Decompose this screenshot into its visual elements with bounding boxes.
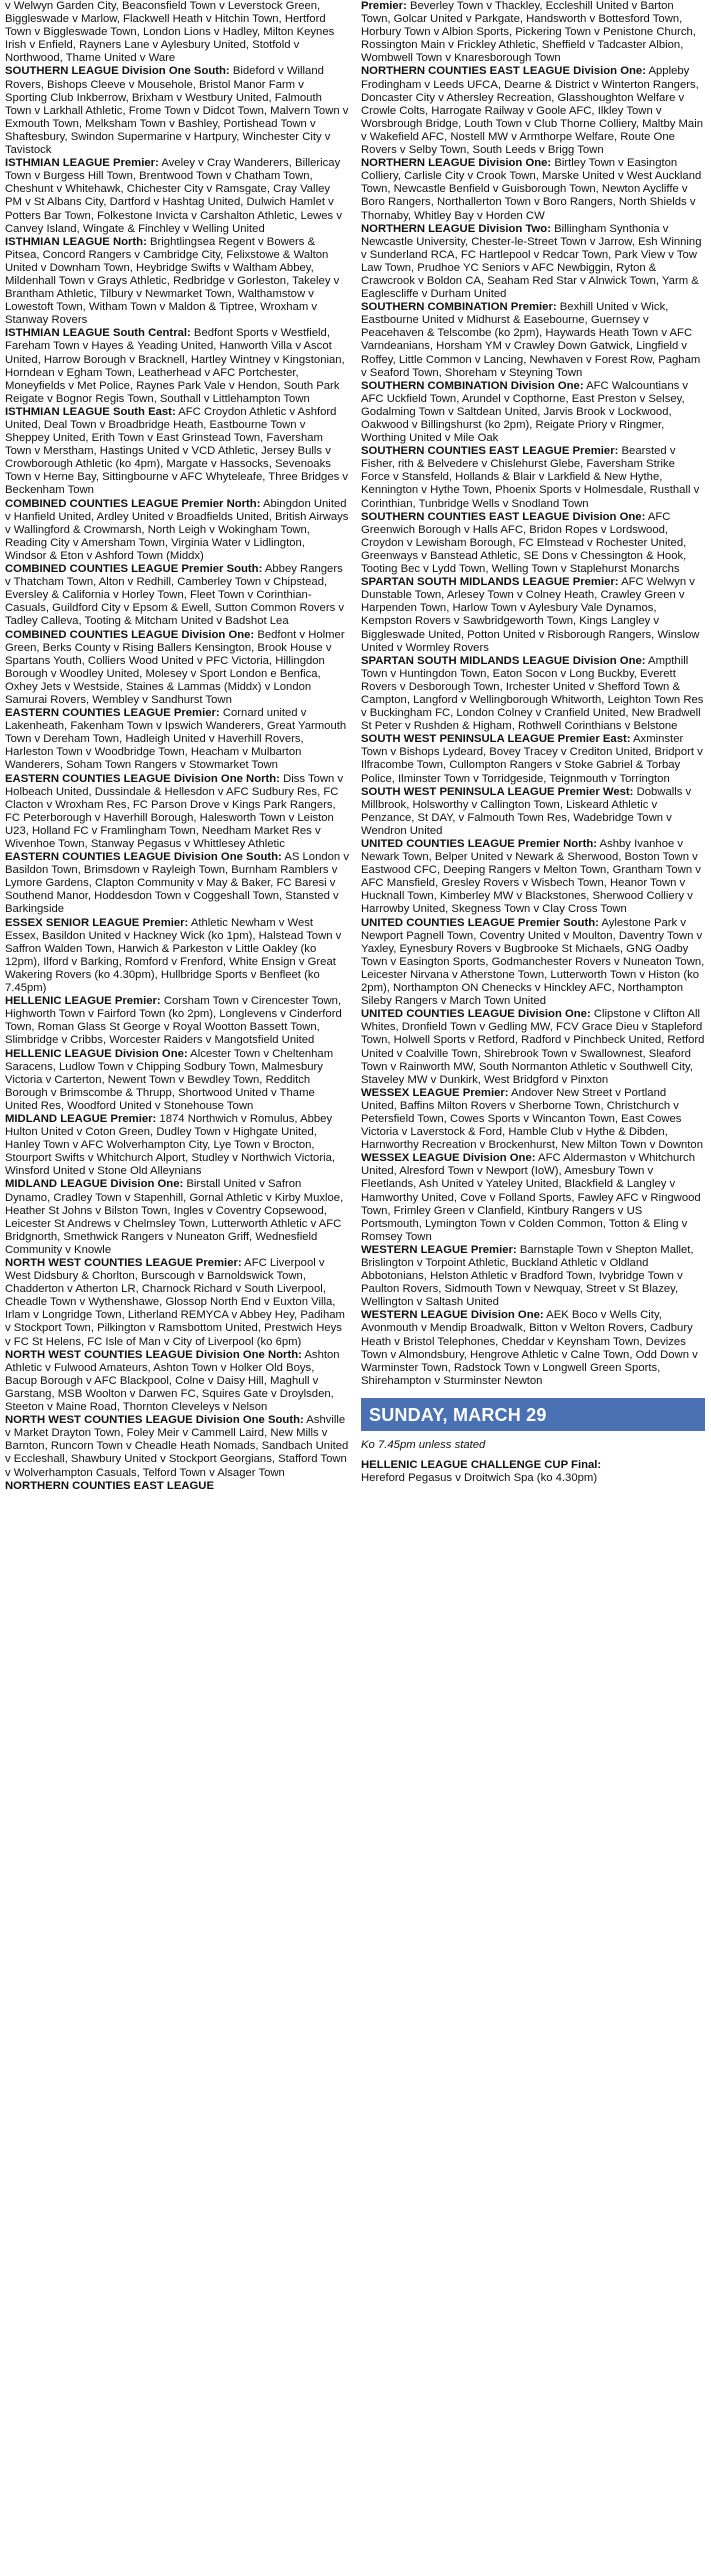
fixtures-columns: [5, 0, 705, 2560]
league-heading: WESSEX LEAGUE Division One:: [361, 1152, 536, 1165]
cup-title: HELLENIC LEAGUE CHALLENGE CUP Final:: [361, 1459, 602, 1472]
left-column: [5, 0, 349, 2560]
cup-final: [361, 1459, 705, 1485]
fixture-list: Brightlingsea Regent v Bowers & Pitsea, Concord Rangers v Cambridge City, Felixstowe & Walton United v Downham Town, Heybridge Swifts v Waltham Abbey, Mildenhall Town v Grays Athletic, Redbridge v Gorleston, Takeley v Brantham Athletic, Tilbury v Newmarket Town, Walthamstow v Lowestoft Town, Witham Town v Maldon & Tiptree, Wroxham v Stanway Rovers: [5, 235, 340, 327]
fixture-list: Abingdon United v Hanfield United, Ardley United v Broadfields United, British Airways v Wallingford & Crowmarsh, North Leigh v Wokingham Town, Reading City v Amersham Town, Virginia Water v Lidlington, Windsor & Eton v Ashford Town (Middx): [5, 497, 349, 562]
league-heading: WESSEX LEAGUE Premier:: [361, 1086, 509, 1099]
league-heading: COMBINED COUNTIES LEAGUE Division One:: [5, 628, 255, 641]
league-heading: EASTERN COUNTIES LEAGUE Division One North:: [5, 772, 280, 785]
league-heading: SOUTHERN COUNTIES EAST LEAGUE Premier:: [361, 445, 619, 458]
fixture-list: AFC Greenwich Borough v Halls AFC, Bridon Ropes v Lordswood, Croydon v Lewisham Borough, FC Elmstead v Rochester United, Greenways v Banstead Athletic, SE Dons v Chessington & Hook, Tooting Bec v Lydd Town, Welling Town v Staplehurst Monarchs: [361, 510, 687, 576]
league-heading: NORTH WEST COUNTIES LEAGUE Premier:: [5, 1257, 242, 1269]
fixture-list: Ashby Ivanhoe v Newark Town, Belper United v Newark & Sherwood, Boston Town v Eastwood CFC, Deeping Rangers v Melton Town, Grantham Town v AFC Mansfield, Gresley Rovers v Wisbech Town, Heanor Town v Hucknall Town, Kimberley MW v Blackstones, Sherwood Colliery v Harrowby United, Skegness Town v Clay Cross Town: [361, 838, 701, 916]
league-fixtures: [5, 327, 349, 406]
league-fixtures: [5, 563, 349, 628]
fixture-list: AFC Walcountians v AFC Uckfield Town, Arundel v Copthorne, East Preston v Selsey, Godalming Town v Saltdean United, Jarvis Brook v Lockwood, Oakwood v Billingshurst (ko 2pm), Reigate Priory v Ringmer, Worthing United v Mile Oak: [361, 379, 689, 445]
fixture-list: Billingham Synthonia v Newcastle University, Chester-le-Street Town v Jarrow, Esh Winning v Sunderland RCA, FC Hartlepool v Redcar Town, Park View v Tow Law Town, Prudhoe YC Seniors v AFC Newbiggin, Ryton & Crawcrook v Boldon CA, Seaham Red Star v Alnwick Town, Yarm & Eaglescliffe v Durham United: [361, 222, 702, 301]
league-fixtures: [361, 380, 705, 445]
fixture-list: AS London v Basildon Town, Brimsdown v Rayleigh Town, Burnham Ramblers v Lymore Gardens, Clapton Community v May & Baker, FC Baresi v Southend Manor, Hoddesdon Town v Coggeshall Town, Stansted v Barkingside: [5, 851, 349, 916]
league-heading: UNITED COUNTIES LEAGUE Division One:: [361, 1008, 591, 1021]
league-fixtures: [5, 707, 349, 772]
league-fixtures: [5, 1048, 349, 1113]
league-fixtures: [361, 223, 705, 302]
league-heading: SOUTH WEST PENINSULA LEAGUE Premier West:: [361, 785, 634, 798]
league-fixtures: [361, 1309, 705, 1388]
league-fixtures: [361, 511, 705, 576]
fixture-list: Bedfont v Holmer Green, Berks County v Rising Ballers Kensington, Brook House v Spartans Youth, Colliers Wood United v PFC Victoria, Hillingdon Borough v Woodley United, Molesey v Sport London e Benfica, Oxhey Jets v Westside, Staines & Lammas (Middx) v London Samurai Rovers, Wembley v Sandhurst Town: [5, 628, 345, 706]
fixture-list: Beverley Town v Thackley, Eccleshill United v Barton Town, Golcar United v Parkgate, Handsworth v Bottesford Town, Horbury Town v Albion Sports, Pickering Town v Penistone Church, Rossington Main v Frickley Athletic, Sheffield v Tadcaster Albion, Wombwell Town v Knaresborough Town: [361, 0, 696, 65]
league-heading: ISTHMIAN LEAGUE Premier:: [5, 157, 159, 170]
league-heading: WESTERN LEAGUE Division One:: [361, 1309, 544, 1322]
league-fixtures: [361, 838, 705, 917]
league-fixtures: [361, 1244, 705, 1309]
kickoff-note: Ko 7.45pm unless stated: [361, 1438, 486, 1451]
league-fixtures: [5, 629, 349, 708]
league-heading: EASTERN COUNTIES LEAGUE Division One South:: [5, 851, 282, 864]
league-heading: MIDLAND LEAGUE Premier:: [5, 1112, 157, 1125]
league-heading: COMBINED COUNTIES LEAGUE Premier South:: [5, 563, 263, 576]
league-heading: WESTERN LEAGUE Premier:: [361, 1243, 517, 1256]
league-fixtures: [5, 773, 349, 852]
cup-fixture: Hereford Pegasus v Droitwich Spa (ko 4.30pm): [361, 1472, 598, 1485]
league-fixtures: [5, 498, 349, 563]
league-heading-continued: NORTHERN COUNTIES EAST LEAGUE: [5, 1479, 215, 1492]
league-heading: SOUTH WEST PENINSULA LEAGUE Premier East:: [361, 733, 631, 746]
fixture-list: Ashville v Market Drayton Town, Foley Meir v Cammell Laird, New Mills v Barnton, Runcorn Town v Cheadle Heath Nomads, Sandbach United v Eccleshall, Shawbury United v Stockport Georgians, Stafford Town v Wolverhampton Casuals, Telford Town v Alsager Town: [5, 1414, 349, 1479]
league-fixtures: [361, 445, 705, 510]
fixture-list: Axminster Town v Bishops Lydeard, Bovey Tracey v Crediton United, Bridport v Ilfracombe Town, Cullompton Rangers v Stoke Gabriel & Torbay Police, Ilminster Town v Torridgeside, Teignmouth v Torrington: [361, 733, 703, 785]
league-heading: SOUTHERN COUNTIES EAST LEAGUE Division One:: [361, 510, 646, 523]
fixture-list: AFC Croydon Athletic v Ashford United, Deal Town v Broadbridge Heath, Eastbourne Town v Sheppey United, Erith Town v East Grinstead Town, Faversham Town v Merstham, Hastings United v VCD Athletic, Jersey Bulls v Crowborough Athletic (ko 4pm), Margate v Hassocks, Sevenoaks Town v Herne Bay, Sittingbourne v AFC Whyteleafe, Three Bridges v Beckenham Town: [5, 405, 349, 497]
league-fixtures: [5, 1178, 349, 1257]
league-heading: NORTH WEST COUNTIES LEAGUE Division One North:: [5, 1348, 302, 1361]
fixture-list: Barnstaple Town v Shepton Mallet, Brislington v Torpoint Athletic, Buckland Athletic v Oldland Abbotonians, Helston Athletic v Bradford Town, Ivybridge Town v Paulton Rovers, Sidmouth Town v Newquay, Street v St Blazey, Wellington v Saltash United: [361, 1243, 694, 1309]
league-fixtures: [361, 917, 705, 1009]
league-heading: SPARTAN SOUTH MIDLANDS LEAGUE Division One:: [361, 654, 646, 667]
league-fixtures: [5, 1257, 349, 1349]
fixture-list: Athletic Newham v West Essex, Basildon United v Hackney Wick (ko 1pm), Halstead Town v Saffron Walden Town, Harwich & Parkeston v Little Oakley (ko 12pm), Ilford v Barking, Romford v Frenford, White Ensign v Great Wakering Rovers (ko 4.30pm), Hullbridge Sports v Benfleet (ko 7.45pm): [5, 916, 342, 995]
fixture-list: Cornard united v Lakenheath, Fakenham Town v Ipswich Wanderers, Great Yarmouth Town v Dereham Town, Hadleigh United v Haverhill Rovers, Harleston Town v Woodbridge Town, Heacham v Mulbarton Wanderers, Soham Town Rangers v Stowmarket Town: [5, 707, 347, 772]
fixture-list: Appleby Frodingham v Leeds UFCA, Dearne & District v Winterton Rangers, Doncaster City v Athersley Recreation, Glasshoughton Welfare v Crowle Colts, Harrogate Railway v Goole AFC, Ilkley Town v Worsbrough Bridge, Louth Town v Club Thorne Colliery, Maltby Main v Wakefield AFC, Nostell MW v Armthorpe Welfare, Route One Rovers v Selby Town, South Leeds v Brigg Town: [361, 65, 704, 157]
league-fixtures: [5, 851, 349, 916]
league-heading: SPARTAN SOUTH MIDLANDS LEAGUE Premier:: [361, 576, 619, 589]
fixture-list: 1874 Northwich v Romulus, Abbey Hulton United v Coton Green, Dudley Town v Highgate United, Hanley Town v AFC Wolverhampton City, Lye Town v Brocton, Stourport Swifts v Whitchurch Alport, Studley v Northwich Victoria, Winsford United v Stone Old Alleynians: [5, 1112, 336, 1178]
fixture-list: Ampthill Town v Huntingdon Town, Eaton Socon v Long Buckby, Everett Rovers v Desborough Town, Irchester United v Shefford Town & Campton, Langford v Wellingborough Whitworth, Leighton Town Res v Buckingham FC, London Colney v Cranfield United, New Bradwell St Peter v Rushden & Higham, Rothwell Corinthians v Belstone: [361, 654, 704, 733]
fixture-list: Birstall United v Safron Dynamo, Cradley Town v Stapenhill, Gornal Athletic v Kirby Muxloe, Heather St Johns v Bilston Town, Ingles v Coventry Copsewood, Leicester St Andrews v Chelmsley Town, Lutterworth Athletic v AFC Bridgnorth, Smethwick Rangers v Nuneaton Griff, Wednesfield Community v Knowle: [5, 1178, 344, 1256]
league-heading: NORTHERN LEAGUE Division Two:: [361, 222, 551, 235]
fixture-list: Corsham Town v Cirencester Town, Highworth Town v Fairford Town (ko 2pm), Longlevens v Cinderford Town, Roman Glass St George v Royal Wootton Bassett Town, Slimbridge v Cribbs, Worcester Raiders v Mangotsfield United: [5, 995, 342, 1047]
league-heading: NORTH WEST COUNTIES LEAGUE Division One South:: [5, 1414, 304, 1427]
league-fixtures: [361, 65, 705, 157]
league-fixtures: [361, 1152, 705, 1244]
league-heading: ISTHMIAN LEAGUE South Central:: [5, 327, 191, 340]
league-fixtures: [5, 65, 349, 157]
league-heading: SOUTHERN COMBINATION Division One:: [361, 379, 584, 392]
fixture-list: Bearsted v Fisher, rith & Belvedere v Chislehurst Glebe, Faversham Strike Force v Stansfeld, Hollands & Blair v Larkfield & New Hythe, Kennington v Hythe Town, Phoenix Sports v Holmesdale, Rusthall v Corinthian, Tunbridge Wells v Snodland Town: [361, 445, 700, 510]
league-heading: ESSEX SENIOR LEAGUE Premier:: [5, 916, 189, 929]
league-heading: Premier:: [361, 0, 407, 12]
league-fixtures: [361, 0, 705, 65]
league-fixtures: [5, 236, 349, 328]
league-fixtures: [361, 655, 705, 734]
league-fixtures: [5, 995, 349, 1047]
league-fixtures: [361, 1087, 705, 1152]
fixture-list: Diss Town v Holbeach United, Dussindale & Hellesdon v AFC Sudbury Res, FC Clacton v Wroxham Res, FC Parson Drove v Kings Park Rangers, FC Peterborough v Haverhill Borough, Halesworth Town v Leiston U23, Holland FC v Framlingham Town, Needham Market Res v Wivenhoe Town, Stanway Pegasus v Whittlesey Athletic: [5, 772, 344, 850]
league-heading: ISTHMIAN LEAGUE North:: [5, 235, 147, 248]
league-heading: UNITED COUNTIES LEAGUE Premier South:: [361, 916, 599, 929]
league-heading: SOUTHERN LEAGUE Division One South:: [5, 65, 230, 78]
league-heading: NORTHERN COUNTIES EAST LEAGUE Division One:: [361, 65, 646, 78]
fixture-list: Alcester Town v Cheltenham Saracens, Ludlow Town v Chipping Sodbury Town, Malmesbury Victoria v Carterton, Newent Town v Bewdley Town, Redditch Borough v Brimscombe & Thrupp, Shortwood United v Thame United Res, Woodford United v Stonehouse Town: [5, 1047, 334, 1112]
league-heading: NORTHERN LEAGUE Division One:: [361, 157, 552, 170]
league-fixtures: [361, 786, 705, 838]
league-fixtures: [361, 576, 705, 655]
league-fixtures: [361, 733, 705, 785]
league-heading: HELLENIC LEAGUE Premier:: [5, 995, 161, 1008]
fixture-list: AEK Boco v Wells City, Avonmouth v Mendip Broadwalk, Bitton v Welton Rovers, Cadbury Heath v Bristol Telephones, Cheddar v Keynsham Town, Devizes Town v Almondsbury, Hengrove Athletic v Calne Town, Odd Down v Warminster Town, Radstock Town v Longwell Green Sports, Shirehampton v Sturminster Newton: [361, 1309, 698, 1387]
fixture-list: AFC Welwyn v Dunstable Town, Arlesey Town v Colney Heath, Crawley Green v Harpenden Town, Harlow Town v Aylesbury Vale Dynamos, Kempston Rovers v Sawbridgeworth Town, Kings Langley v Biggleswade United, Potton United v Risborough Rangers, Winslow United v Wormley Rovers: [361, 576, 700, 654]
league-fixtures: [5, 157, 349, 236]
league-fixtures: [5, 1113, 349, 1178]
league-heading: HELLENIC LEAGUE Division One:: [5, 1047, 188, 1060]
fixture-list: Clipstone v Clifton All Whites, Dronfield Town v Gedling MW, FCV Grace Dieu v Stapleford Town, Holwell Sports v Retford, Radford v Pinchbeck United, Retford United v Coalville Town, Shirebrook Town v Swallownest, Sleaford Town v Rainworth MW, South Normanton Athletic v Southwell City, Staveley MW v Dunkirk, West Bridgford v Pinxton: [361, 1008, 705, 1086]
league-heading: EASTERN COUNTIES LEAGUE Premier:: [5, 707, 220, 720]
league-heading: UNITED COUNTIES LEAGUE Premier North:: [361, 838, 598, 850]
fixture-list: Dobwalls v Millbrook, Holsworthy v Callington Town, Liskeard Athletic v Penzance, St DAY, v Falmouth Town Res, Wadebridge Town v Wendron United: [361, 785, 692, 837]
fixture-list: Aylestone Park v Newport Pagnell Town, Coventry United v Moulton, Daventry Town v Yaxley, Eynesbury Rovers v Bugbrooke St Michaels, GNG Oadby Town v Easington Sports, Godmanchester Rovers v Nuneaton Town, Leicester Nirvana v Atherstone Town, Lutterworth Town v Histon (ko 2pm), Northampton ON Chenecks v Hinckley AFC, Northampton Sileby Rangers v March Town United: [361, 916, 705, 1008]
league-fixtures: [5, 917, 349, 996]
fixture-list: Aveley v Cray Wanderers, Billericay Town v Burgess Hill Town, Brentwood Town v Chatham Town, Cheshunt v Whitehawk, Chichester City v Ramsgate, Cray Valley PM v St Albans City, Dartford v Hashtag United, Dulwich Hamlet v Potters Bar Town, Folkestone Invicta v Carshalton Athletic, Lewes v Canvey Island, Wingate & Finchley v Welling United: [5, 157, 342, 235]
fixture-list: AFC Liverpool v West Didsbury & Chorlton, Burscough v Barnoldswick Town, Chadderton v Atherton LR, Charnock Richard v South Liverpool, Cheadle Town v Wythenshawe, Glossop North End v Euxton Villa, Irlam v Longridge Town, Litherland REMYCA v Abbey Hey, Padiham v Stockport Town, Pilkington v Ramsbottom United, Prestwich Heys v FC St Helens, FC Isle of Man v City of Liverpool (ko 6pm): [5, 1257, 345, 1348]
league-heading: ISTHMIAN LEAGUE South East:: [5, 405, 176, 418]
league-fixtures: [5, 406, 349, 498]
fixture-list: AFC Aldermaston v Whitchurch United, Alresford Town v Newport (IoW), Amesbury Town v Fleetlands, Ash United v Yateley United, Blackfield & Langley v Hamworthy United, Cove v Folland Sports, Fawley AFC v Ringwood Town, Frimley Green v Clanfield, Kintbury Rangers v US Portsmouth, Lymington Town v Colden Common, Totton & Eling v Romsey Town: [361, 1152, 701, 1243]
league-heading: MIDLAND LEAGUE Division One:: [5, 1178, 184, 1191]
fixture-list: Ashton Athletic v Fulwood Amateurs, Ashton Town v Holker Old Boys, Bacup Borough v AFC Blackpool, Colne v Daisy Hill, Maghull v Garstang, MSB Woolton v Darwen FC, Squires Gate v Droylsden, Steeton v Maine Road, Thornton Cleveleys v Nelson: [5, 1348, 340, 1414]
fixture-list: Abbey Rangers v Thatcham Town, Alton v Redhill, Camberley Town v Chipstead, Eversley & California v Horley Town, Fleet Town v Corinthian-Casuals, Guildford City v Epsom & Ewell, Sutton Common Rovers v Tadley Calleva, Tooting & Mitcham United v Badshot Lea: [5, 563, 345, 628]
league-heading: COMBINED COUNTIES LEAGUE Premier North:: [5, 497, 261, 510]
fixture-list: Bedfont Sports v Westfield, Fareham Town v Hayes & Yeading United, Hanworth Villa v Ascot United, Harrow Borough v Bracknell, Hartley Wintney v Kingstonian, Horndean v Egham Town, Leatherhead v AFC Portchester, Moneyfields v Met Police, Raynes Park Vale v Hendon, South Park Reigate v Bognor Regis Town, Southall v Littlehampton Town: [5, 327, 345, 405]
date-heading: SUNDAY, MARCH 29: [361, 1398, 705, 1431]
right-column: [361, 0, 705, 2560]
league-heading: SOUTHERN COMBINATION Premier:: [361, 301, 557, 314]
fixture-list: Birtley Town v Easington Colliery, Carlisle City v Crook Town, Marske United v West Auckland Town, Newcastle Benfield v Guisborough Town, Newton Aycliffe v Boro Rangers, Northallerton Town v Boro Rangers, North Shields v Thornaby, Whitley Bay v Horden CW: [361, 157, 702, 222]
carried-over-fixtures: v Welwyn Garden City, Beaconsfield Town v Leverstock Green, Biggleswade v Marlow, Flackwell Heath v Hitchin Town, Hertford Town v Biggleswade Town, London Lions v Hadley, Milton Keynes Irish v Enfield, Rayners Lane v Aylesbury United, Stotfold v Northwood, Thame United v Ware: [5, 0, 335, 65]
league-fixtures: [5, 1414, 349, 1479]
fixture-list: Bexhill United v Wick, Eastbourne United v Midhurst & Easebourne, Guernsey v Peacehaven & Telscombe (ko 2pm), Haywards Heath Town v AFC Varndeanians, Horsham YM v Crawley Down Gatwick, Lingfield v Roffey, Little Common v Lancing, Newhaven v Forest Row, Pagham v Seaford Town, Shoreham v Steyning Town: [361, 301, 701, 379]
fixture-list: Andover New Street v Portland United, Baffins Milton Rovers v Sherborne Town, Christchurch v Petersfield Town, Cowes Sports v Wincanton Town, East Cowes Victoria v Laverstock & Ford, Hamble Club v Hythe & Dibden, Harnworthy Recreation v Brockenhurst, New Milton Town v Downton: [361, 1086, 703, 1152]
league-fixtures: [361, 157, 705, 222]
league-fixtures: [361, 301, 705, 380]
league-fixtures: [361, 1008, 705, 1087]
league-fixtures: [5, 1349, 349, 1414]
fixture-list: Bideford v Willand Rovers, Bishops Cleeve v Mousehole, Bristol Manor Farm v Sporting Club Inkberrow, Brixham v Westbury United, Falmouth Town v Larkhall Athletic, Frome Town v Didcot Town, Malvern Town v Exmouth Town, Melksham Town v Bashley, Portishead Town v Shaftesbury, Swindon Supermarine v Hartpury, Winchester City v Tavistock: [5, 65, 349, 157]
